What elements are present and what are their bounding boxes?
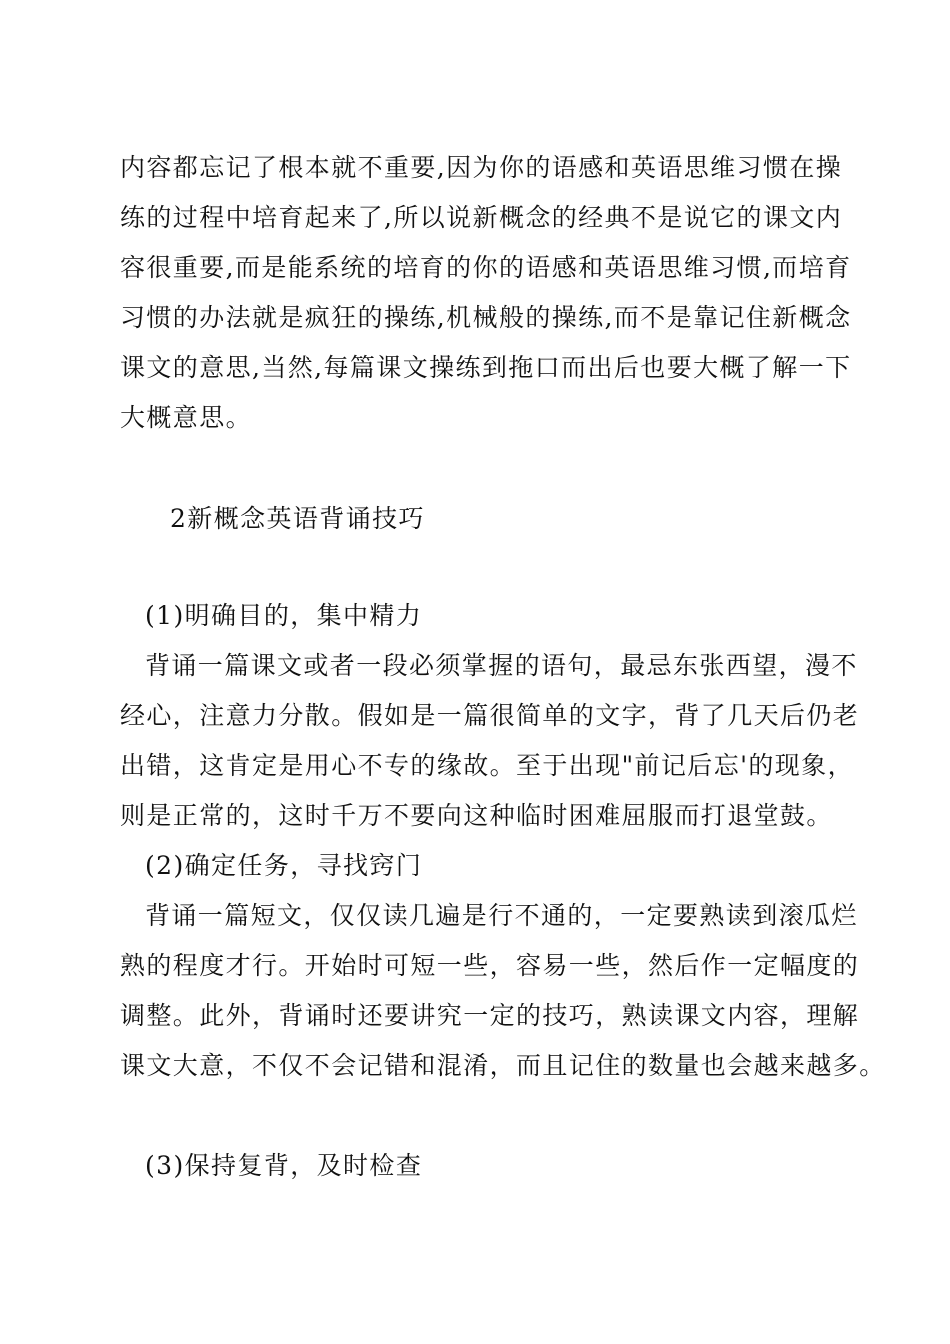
item-line: 经心，注意力分散。假如是一篇很简单的文字，背了几天后仍老 — [120, 701, 860, 730]
item-line: 背诵一篇课文或者一段必须掌握的语句，最忌东张西望，漫不 — [145, 651, 858, 680]
item-line: 调整。此外，背诵时还要讲究一定的技巧，熟读课文内容，理解 — [120, 1001, 860, 1030]
intro-line: 大概意思。 — [120, 403, 253, 432]
intro-line: 习惯的办法就是疯狂的操练,机械般的操练,而不是靠记住新概念 — [120, 303, 852, 332]
item-line: 课文大意，不仅不会记错和混淆，而且记住的数量也会越来越多。 — [120, 1051, 886, 1080]
section-heading: 2新概念英语背诵技巧 — [170, 504, 425, 533]
item-title: (3)保持复背，及时检查 — [145, 1151, 423, 1180]
intro-line: 容很重要,而是能系统的培育的你的语感和英语思维习惯,而培育 — [120, 253, 852, 282]
item-line: 熟的程度才行。开始时可短一些，容易一些，然后作一定幅度的 — [120, 951, 860, 980]
intro-line: 内容都忘记了根本就不重要,因为你的语感和英语思维习惯在操 — [120, 153, 843, 182]
item-line: 背诵一篇短文，仅仅读几遍是行不通的，一定要熟读到滚瓜烂 — [145, 901, 858, 930]
intro-line: 练的过程中培育起来了,所以说新概念的经典不是说它的课文内 — [120, 203, 843, 232]
intro-line: 课文的意思,当然,每篇课文操练到拖口而出后也要大概了解一下 — [120, 353, 852, 382]
item-title: (2)确定任务，寻找窍门 — [145, 851, 423, 880]
item-title: (1)明确目的，集中精力 — [145, 601, 423, 630]
item-line: 则是正常的，这时千万不要向这种临时困难屈服而打退堂鼓。 — [120, 801, 833, 830]
item-line: 出错，这肯定是用心不专的缘故。至于出现"前记后忘'的现象， — [120, 751, 854, 780]
